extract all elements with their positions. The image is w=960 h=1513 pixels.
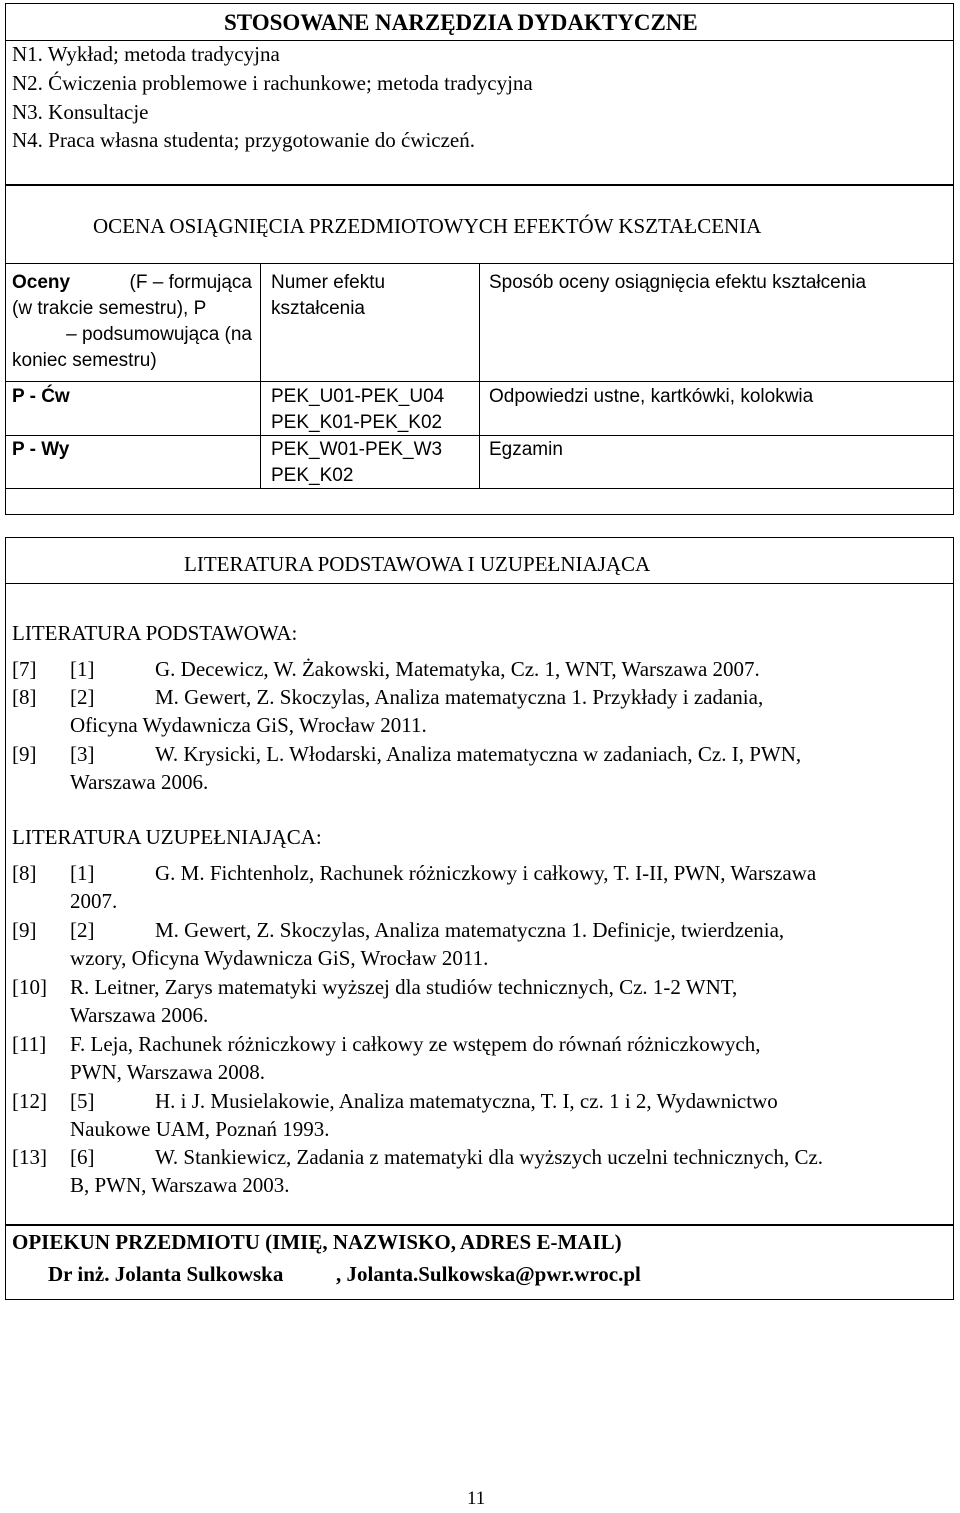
row-2-effects	[271, 437, 442, 489]
page-number: 11	[467, 1488, 486, 1509]
tools-item-4: N4. Praca własna studenta; przygotowanie do ćwiczeń.	[12, 128, 476, 152]
supp-ref-4-text: F. Leja, Rachunek różniczkowy i całkowy ze wstępem do równań różniczkowych,	[70, 1032, 761, 1056]
table-col-divider-1	[260, 263, 261, 488]
supp-ref-5-text-cont: Naukowe UAM, Poznań 1993.	[70, 1117, 330, 1141]
table-col-divider-2	[479, 263, 480, 488]
supp-ref-1-text: G. M. Fichtenholz, Rachunek różniczkowy i całkowy, T. I-II, PWN, Warszawa	[155, 861, 817, 885]
supp-ref-1-sub: [1]	[70, 861, 95, 885]
basic-ref-2-sub: [2]	[70, 685, 95, 709]
row-2-grade: P - Wy	[12, 439, 70, 460]
basic-ref-1-num: [7]	[12, 657, 37, 681]
supp-ref-2-text-cont: wzory, Oficyna Wydawnicza GiS, Wrocław 2011.	[70, 946, 489, 970]
supp-ref-4-text-cont: PWN, Warszawa 2008.	[70, 1060, 266, 1084]
tools-item-1: N1. Wykład; metoda tradycyjna	[12, 42, 280, 66]
grade-header-line-2: (w trakcie semestru), P	[12, 298, 207, 319]
supp-ref-5-text: H. i J. Musielakowie, Analiza matematyczna, T. I, cz. 1 i 2, Wydawnictwo	[155, 1089, 778, 1113]
supp-ref-2-num: [9]	[12, 918, 37, 942]
row-2-effect-1: PEK_W01-PEK_W3	[271, 439, 443, 460]
supp-ref-1-text-cont: 2007.	[70, 889, 118, 913]
tools-heading: STOSOWANE NARZĘDZIA DYDAKTYCZNE	[224, 10, 698, 35]
tools-item-3: N3. Konsultacje	[12, 100, 149, 124]
grade-header-line-1	[12, 270, 252, 296]
supp-ref-6-num: [13]	[12, 1145, 47, 1169]
row-1-effects	[271, 384, 444, 436]
basic-ref-3-num: [9]	[12, 742, 37, 766]
basic-ref-3-text: W. Krysicki, L. Włodarski, Analiza matematyczna w zadaniach, Cz. I, PWN,	[155, 742, 802, 766]
grade-header-line-3: – podsumowująca (na	[66, 324, 252, 345]
basic-ref-2-text-cont: Oficyna Wydawnicza GiS, Wrocław 2011.	[70, 713, 427, 737]
grade-header-bold: Oceny	[12, 272, 71, 293]
basic-ref-2-num: [8]	[12, 685, 37, 709]
supp-ref-6-text-cont: B, PWN, Warszawa 2003.	[70, 1173, 290, 1197]
supp-ref-3-text-cont: Warszawa 2006.	[70, 1003, 209, 1027]
effect-header-line-1: Numer efektu	[271, 272, 386, 293]
supervisor-email: , Jolanta.Sulkowska@pwr.wroc.pl	[336, 1262, 641, 1286]
supp-ref-1-num: [8]	[12, 861, 37, 885]
basic-ref-2-text: M. Gewert, Z. Skoczylas, Analiza matematyczna 1. Przykłady i zadania,	[155, 685, 764, 709]
basic-ref-3-sub: [3]	[70, 742, 95, 766]
row-1-method: Odpowiedzi ustne, kartkówki, kolokwia	[489, 386, 814, 407]
supp-ref-5-sub: [5]	[70, 1089, 95, 1113]
row-1-effect-1: PEK_U01-PEK_U04	[271, 386, 445, 407]
tools-item-2: N2. Ćwiczenia problemowe i rachunkowe; metoda tradycyjna	[12, 71, 533, 95]
supervisor-name: Dr inż. Jolanta Sulkowska	[48, 1262, 284, 1286]
basic-ref-1-sub: [1]	[70, 657, 95, 681]
supp-ref-4-num: [11]	[12, 1032, 47, 1056]
tools-heading-divider	[5, 40, 954, 41]
supplementary-literature-heading: LITERATURA UZUPEŁNIAJĄCA:	[12, 825, 322, 849]
grade-header-text-1: (F – formująca	[129, 272, 252, 293]
method-header: Sposób oceny osiągnięcia efektu kształcenia	[489, 272, 867, 293]
grade-header-line-4: koniec semestru)	[12, 350, 157, 371]
effect-header-line-2: kształcenia	[271, 298, 365, 319]
supp-ref-5-num: [12]	[12, 1089, 47, 1113]
supp-ref-6-sub: [6]	[70, 1145, 95, 1169]
row-1-grade: P - Ćw	[12, 386, 70, 407]
row-2-effect-2: PEK_K02	[271, 465, 354, 486]
basic-ref-1-text: G. Decewicz, W. Żakowski, Matematyka, Cz. 1, WNT, Warszawa 2007.	[155, 657, 760, 681]
supp-ref-6-text: W. Stankiewicz, Zadania z matematyki dla wyższych uczelni technicznych, Cz.	[155, 1145, 824, 1169]
basic-ref-3-text-cont: Warszawa 2006.	[70, 770, 209, 794]
basic-literature-heading: LITERATURA PODSTAWOWA:	[12, 621, 298, 645]
literature-heading: LITERATURA PODSTAWOWA I UZUPEŁNIAJĄCA	[184, 552, 651, 576]
supp-ref-2-text: M. Gewert, Z. Skoczylas, Analiza matematyczna 1. Definicje, twierdzenia,	[155, 918, 785, 942]
supp-ref-2-sub: [2]	[70, 918, 95, 942]
row-2-method: Egzamin	[489, 439, 563, 460]
supp-ref-3-text: R. Leitner, Zarys matematyki wyższej dla studiów technicznych, Cz. 1-2 WNT,	[70, 975, 738, 999]
assessment-heading: OCENA OSIĄGNIĘCIA PRZEDMIOTOWYCH EFEKTÓW KSZTAŁCENIA	[93, 214, 762, 238]
row-1-effect-2: PEK_K01-PEK_K02	[271, 412, 443, 433]
table-bottom-border	[5, 488, 954, 489]
literature-heading-divider	[5, 583, 954, 584]
effect-header	[271, 270, 385, 322]
supp-ref-3-num: [10]	[12, 975, 47, 999]
grade-header	[12, 270, 252, 374]
supervisor-heading: OPIEKUN PRZEDMIOTU (IMIĘ, NAZWISKO, ADRES E-MAIL)	[12, 1230, 622, 1254]
